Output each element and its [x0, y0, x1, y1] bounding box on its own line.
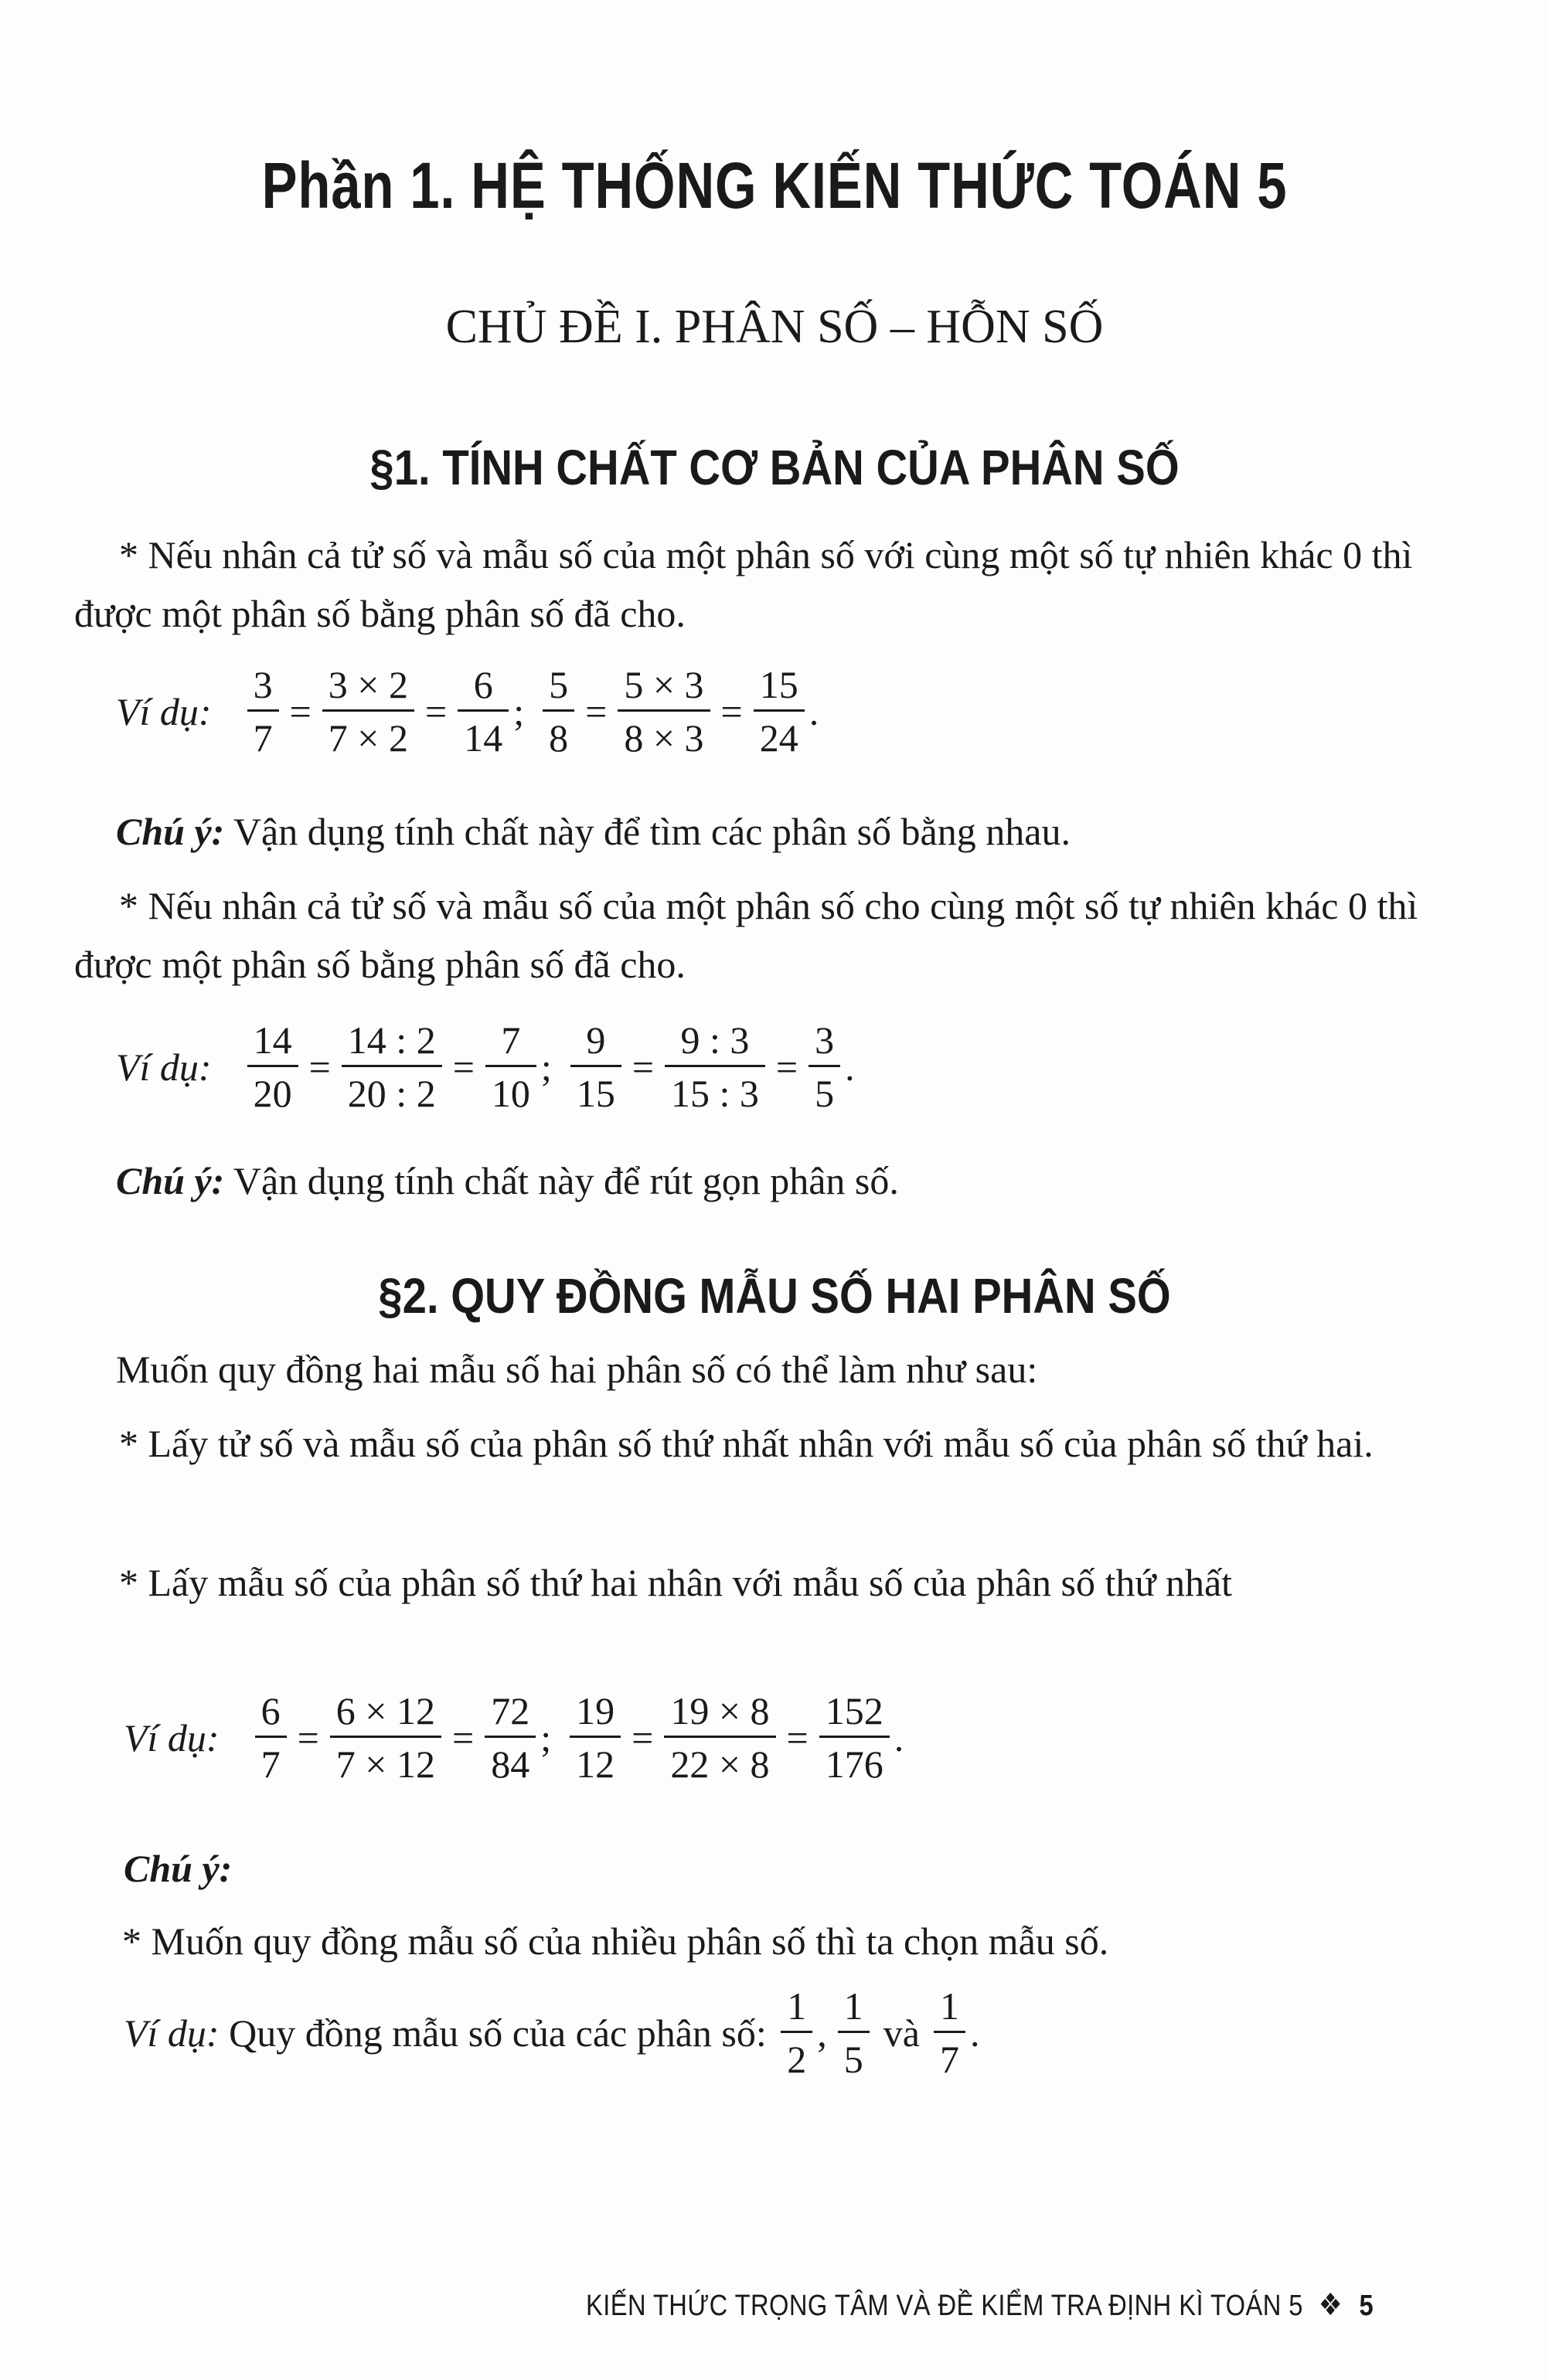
fraction: $\frac{6}{7}$ — [255, 1689, 287, 1786]
example-1-label: Ví dụ: — [116, 689, 212, 733]
fraction: $\frac{1}{2}$ — [781, 1984, 812, 2081]
fraction: $\frac{19 \times 8}{22 \times 8}$ — [664, 1689, 775, 1786]
note-1-label: Chú ý: — [116, 810, 225, 853]
fraction: $\frac{6 \times 12}{7 \times 12}$ — [330, 1689, 441, 1786]
note-2 — [116, 1151, 1476, 1210]
note-3-label: Chú ý: — [124, 1847, 233, 1890]
section-2-title: §2. QUY ĐỒNG MẪU SỐ HAI PHÂN SỐ — [378, 1268, 1171, 1324]
footer-book-title: KIẾN THỨC TRỌNG TÂM VÀ ĐỀ KIỂM TRA ĐỊNH KÌ TOÁN 5 — [586, 2290, 1303, 2322]
fraction: $\frac{9}{15}$ — [570, 1018, 621, 1115]
section-1-paragraph-1: * Nếu nhân cả tử số và mẫu số của một phân số với cùng một số tự nhiên khác 0 thì được một phân số bằng phân số đã cho. — [74, 533, 1413, 635]
note-2-text: Vận dụng tính chất này để rút gọn phân số. — [224, 1159, 899, 1202]
fraction: $\frac{7}{10}$ — [485, 1018, 536, 1115]
note-2-label: Chú ý: — [116, 1159, 225, 1202]
page-number: 5 — [1359, 2290, 1374, 2322]
section-2-step-1: * Lấy tử số và mẫu số của phân số thứ nhất nhân với mẫu số của phân số thứ hai. — [119, 1422, 1374, 1465]
fraction: $\frac{72}{84}$ — [485, 1689, 536, 1786]
fraction: $\frac{5 \times 3}{8 \times 3}$ — [618, 663, 710, 760]
fraction: $\frac{152}{176}$ — [819, 1689, 890, 1786]
page-footer — [586, 2287, 1374, 2323]
fraction: $\frac{9 : 3}{15 : 3}$ — [665, 1018, 765, 1115]
example-2-equation: Ví dụ: $\frac{14}{20}$ = $\frac{14 : 2}{20 : 2}$ = $\frac{7}{10}$ ; $\frac{9}{15}$ = $\frac{9 : 3}{15 : 3}$ = $\frac{3}{5}$ . — [116, 1018, 855, 1115]
example-4-equation: Ví dụ: Quy đồng mẫu số của các phân số: $\frac{1}{2}$ , $\frac{1}{5}$ và $\frac{1}{7}$ . — [124, 1984, 980, 2081]
fraction: $\frac{1}{5}$ — [838, 1984, 870, 2081]
example-4-label: Ví dụ: — [124, 2011, 220, 2055]
topic-title: CHỦ ĐỀ I. PHÂN SỐ – HỖN SỐ — [445, 301, 1104, 353]
fraction: $\frac{15}{24}$ — [754, 663, 805, 760]
note-1-text: Vận dụng tính chất này để tìm các phân số bằng nhau. — [224, 810, 1071, 853]
fraction: $\frac{1}{7}$ — [934, 1984, 965, 2081]
fraction: $\frac{6}{14}$ — [458, 663, 509, 760]
note-1 — [116, 802, 1476, 861]
example-1-equation: Ví dụ: $\frac{3}{7}$ = $\frac{3 \times 2}{7 \times 2}$ = $\frac{6}{14}$ ; $\frac{5}{8}$ = $\frac{5 \times 3}{8 \times 3}$ = $\frac{15}{24}$ . — [116, 663, 819, 760]
example-3-equation: Ví dụ: $\frac{6}{7}$ = $\frac{6 \times 12}{7 \times 12}$ = $\frac{72}{84}$ ; $\frac{19}{12}$ = $\frac{19 \times 8}{22 \times 8}$ = $\frac{152}{176}$ . — [124, 1689, 904, 1786]
fraction: $\frac{19}{12}$ — [570, 1689, 621, 1786]
fraction: $\frac{3 \times 2}{7 \times 2}$ — [322, 663, 414, 760]
example-4-text: Quy đồng mẫu số của các phân số: — [219, 2011, 777, 2055]
section-2-step-2: * Lấy mẫu số của phân số thứ hai nhân với mẫu số của phân số thứ nhất — [119, 1561, 1233, 1604]
section-2-intro: Muốn quy đồng hai mẫu số hai phân số có thể làm như sau: — [116, 1348, 1038, 1391]
part-title: Phần 1. HỆ THỐNG KIẾN THỨC TOÁN 5 — [261, 149, 1288, 222]
fraction: $\frac{3}{7}$ — [247, 663, 279, 760]
fraction: $\frac{3}{5}$ — [809, 1018, 840, 1115]
diamond-ornament-icon: ❖ — [1318, 2288, 1343, 2322]
fraction: $\frac{5}{8}$ — [543, 663, 574, 760]
fraction: $\frac{14}{20}$ — [247, 1018, 298, 1115]
example-3-label: Ví dụ: — [124, 1715, 220, 1760]
fraction: $\frac{14 : 2}{20 : 2}$ — [342, 1018, 442, 1115]
and-word: và — [883, 2011, 920, 2055]
example-2-label: Ví dụ: — [116, 1045, 212, 1089]
section-1-title: §1. TÍNH CHẤT CƠ BẢN CỦA PHÂN SỐ — [369, 440, 1180, 495]
section-1-paragraph-2: * Nếu nhân cả tử số và mẫu số của một phân số cho cùng một số tự nhiên khác 0 thì được một phân số bằng phân số đã cho. — [74, 884, 1418, 986]
note-3-text: * Muốn quy đồng mẫu số của nhiều phân số thì ta chọn mẫu số. — [122, 1919, 1109, 1963]
